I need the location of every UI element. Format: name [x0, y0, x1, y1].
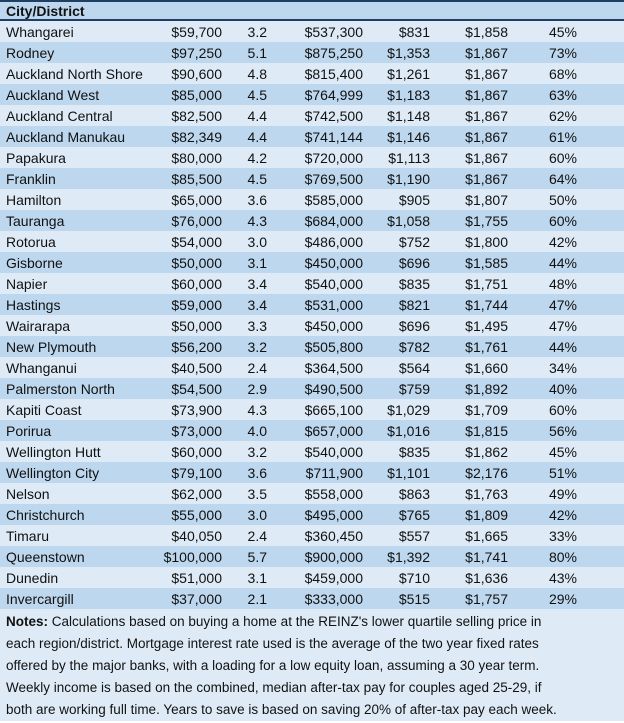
cell-deposit: $50,000 [171, 317, 222, 334]
cell-income: $1,807 [465, 191, 508, 208]
cell-years: 3.3 [247, 317, 267, 334]
cell-deposit: $73,000 [171, 422, 222, 439]
cell-years: 3.0 [247, 233, 267, 250]
cell-percent: 47% [548, 296, 577, 313]
cell-income: $1,741 [465, 548, 508, 565]
cell-deposit: $56,200 [171, 338, 222, 355]
cell-percent: 42% [548, 506, 577, 523]
cell-payment: $515 [398, 590, 430, 607]
cell-price: $537,300 [304, 23, 363, 40]
cell-price: $505,800 [304, 338, 363, 355]
table-row [0, 294, 624, 315]
cell-percent: 60% [548, 401, 577, 418]
cell-city: Papakura [6, 149, 66, 166]
cell-income: $1,495 [465, 317, 508, 334]
cell-city: Tauranga [6, 212, 65, 229]
cell-years: 3.6 [247, 464, 267, 481]
cell-percent: 33% [548, 527, 577, 544]
cell-deposit: $97,250 [171, 44, 222, 61]
cell-percent: 44% [548, 338, 577, 355]
cell-payment: $1,113 [388, 149, 430, 166]
header-city-district: City/District [6, 2, 85, 19]
cell-income: $1,636 [465, 569, 508, 586]
cell-city: Hastings [6, 296, 61, 313]
cell-deposit: $51,000 [171, 569, 222, 586]
cell-income: $1,815 [465, 422, 508, 439]
cell-percent: 43% [548, 569, 577, 586]
cell-years: 3.4 [247, 275, 267, 292]
cell-income: $2,176 [465, 464, 508, 481]
cell-deposit: $90,600 [171, 65, 222, 82]
table-row [0, 84, 624, 105]
cell-percent: 73% [548, 44, 577, 61]
cell-city: Rotorua [6, 233, 56, 250]
cell-years: 4.2 [247, 149, 267, 166]
cell-payment: $831 [398, 23, 430, 40]
cell-payment: $765 [398, 506, 430, 523]
cell-income: $1,867 [465, 107, 508, 124]
table-row [0, 441, 624, 462]
table-row [0, 42, 624, 63]
cell-years: 2.4 [247, 527, 267, 544]
cell-income: $1,867 [465, 170, 508, 187]
cell-price: $585,000 [304, 191, 363, 208]
cell-years: 5.7 [247, 548, 267, 565]
cell-price: $450,000 [304, 254, 363, 271]
table-row [0, 315, 624, 336]
cell-percent: 62% [548, 107, 577, 124]
cell-deposit: $37,000 [171, 590, 222, 607]
notes-section [0, 609, 624, 721]
cell-city: Invercargill [6, 590, 74, 607]
table-row [0, 399, 624, 420]
cell-income: $1,867 [465, 128, 508, 145]
cell-years: 4.4 [247, 128, 267, 145]
cell-years: 3.2 [247, 23, 267, 40]
cell-price: $540,000 [304, 443, 363, 460]
cell-price: $490,500 [304, 380, 363, 397]
cell-percent: 47% [548, 317, 577, 334]
cell-city: Christchurch [6, 506, 85, 523]
cell-price: $531,000 [304, 296, 363, 313]
notes-text: Calculations based on buying a home at the REINZ's lower quartile selling price in [51, 614, 542, 629]
cell-city: Napier [6, 275, 48, 292]
cell-price: $360,450 [304, 527, 363, 544]
cell-payment: $1,029 [387, 401, 430, 418]
table-row [0, 504, 624, 525]
cell-percent: 60% [548, 212, 577, 229]
cell-city: Whangarei [6, 23, 74, 40]
cell-deposit: $85,000 [171, 86, 222, 103]
cell-percent: 56% [548, 422, 577, 439]
table-row [0, 273, 624, 294]
cell-years: 4.4 [247, 107, 267, 124]
cell-payment: $1,353 [387, 44, 430, 61]
table-row [0, 483, 624, 504]
notes-line: offered by the major banks, with a loading for a low equity loan, assuming a 30 year term. [6, 658, 540, 673]
notes-line: each region/district. Mortgage interest rate used is the average of the two year fixed rates [6, 636, 539, 651]
cell-city: Dunedin [6, 569, 59, 586]
cell-percent: 45% [548, 23, 577, 40]
table-row [0, 378, 624, 399]
cell-deposit: $40,500 [171, 359, 222, 376]
cell-city: Rodney [6, 44, 55, 61]
cell-city: Hamilton [6, 191, 62, 208]
cell-city: Auckland West [6, 86, 100, 103]
cell-years: 3.1 [247, 254, 267, 271]
cell-income: $1,763 [465, 485, 508, 502]
cell-city: Wairarapa [6, 317, 71, 334]
cell-income: $1,858 [465, 23, 508, 40]
cell-payment: $696 [398, 254, 430, 271]
table-row [0, 588, 624, 609]
cell-city: Wellington City [6, 464, 100, 481]
table-row [0, 210, 624, 231]
cell-years: 4.5 [247, 170, 267, 187]
cell-percent: 63% [548, 86, 577, 103]
cell-deposit: $60,000 [171, 275, 222, 292]
cell-city: Porirua [6, 422, 52, 439]
cell-price: $720,000 [304, 149, 363, 166]
cell-years: 5.1 [247, 44, 267, 61]
cell-payment: $1,392 [387, 548, 430, 565]
cell-city: New Plymouth [6, 338, 97, 355]
cell-price: $495,000 [304, 506, 363, 523]
cell-price: $741,144 [304, 128, 363, 145]
cell-income: $1,660 [465, 359, 508, 376]
cell-income: $1,862 [465, 443, 508, 460]
cell-percent: 44% [548, 254, 577, 271]
cell-payment: $1,101 [387, 464, 430, 481]
cell-percent: 29% [548, 590, 577, 607]
cell-price: $486,000 [304, 233, 363, 250]
cell-payment: $782 [398, 338, 430, 355]
cell-payment: $835 [398, 275, 430, 292]
cell-years: 3.4 [247, 296, 267, 313]
cell-payment: $1,058 [387, 212, 430, 229]
table-row [0, 126, 624, 147]
cell-percent: 42% [548, 233, 577, 250]
cell-years: 4.0 [247, 422, 267, 439]
table-row [0, 420, 624, 441]
cell-income: $1,755 [465, 212, 508, 229]
cell-percent: 34% [548, 359, 577, 376]
cell-deposit: $54,000 [171, 233, 222, 250]
cell-deposit: $54,500 [171, 380, 222, 397]
cell-deposit: $59,000 [171, 296, 222, 313]
cell-percent: 49% [548, 485, 577, 502]
table-row [0, 462, 624, 483]
table-row [0, 189, 624, 210]
cell-percent: 64% [548, 170, 577, 187]
cell-payment: $1,016 [387, 422, 430, 439]
cell-income: $1,800 [465, 233, 508, 250]
cell-years: 4.5 [247, 86, 267, 103]
cell-payment: $1,148 [387, 107, 430, 124]
table-row [0, 21, 624, 42]
cell-income: $1,751 [465, 275, 508, 292]
cell-deposit: $55,000 [171, 506, 222, 523]
cell-percent: 60% [548, 149, 577, 166]
cell-income: $1,761 [465, 338, 508, 355]
cell-income: $1,709 [465, 401, 508, 418]
cell-income: $1,757 [465, 590, 508, 607]
table-body [0, 21, 624, 609]
table-row [0, 63, 624, 84]
cell-percent: 40% [548, 380, 577, 397]
cell-income: $1,744 [465, 296, 508, 313]
cell-income: $1,867 [465, 86, 508, 103]
cell-price: $665,100 [304, 401, 363, 418]
cell-city: Franklin [6, 170, 56, 187]
cell-price: $540,000 [304, 275, 363, 292]
cell-payment: $564 [398, 359, 430, 376]
cell-price: $815,400 [304, 65, 363, 82]
notes-line: both are working full time. Years to save is based on saving 20% of after-tax pay each week. [6, 702, 557, 717]
cell-deposit: $73,900 [171, 401, 222, 418]
cell-price: $450,000 [304, 317, 363, 334]
cell-percent: 61% [548, 128, 577, 145]
cell-payment: $905 [398, 191, 430, 208]
cell-price: $769,500 [304, 170, 363, 187]
cell-city: Palmerston North [6, 380, 115, 397]
cell-city: Nelson [6, 485, 50, 502]
cell-income: $1,867 [465, 65, 508, 82]
cell-income: $1,867 [465, 149, 508, 166]
table-row [0, 357, 624, 378]
cell-years: 4.3 [247, 401, 267, 418]
cell-percent: 51% [548, 464, 577, 481]
cell-percent: 45% [548, 443, 577, 460]
cell-income: $1,809 [465, 506, 508, 523]
cell-income: $1,867 [465, 44, 508, 61]
cell-years: 3.2 [247, 338, 267, 355]
cell-payment: $863 [398, 485, 430, 502]
table-row [0, 231, 624, 252]
cell-payment: $835 [398, 443, 430, 460]
cell-years: 3.6 [247, 191, 267, 208]
cell-percent: 50% [548, 191, 577, 208]
cell-deposit: $79,100 [171, 464, 222, 481]
cell-price: $558,000 [304, 485, 363, 502]
cell-deposit: $62,000 [171, 485, 222, 502]
cell-years: 3.5 [247, 485, 267, 502]
cell-city: Kapiti Coast [6, 401, 82, 418]
cell-price: $657,000 [304, 422, 363, 439]
cell-years: 4.8 [247, 65, 267, 82]
cell-deposit: $82,349 [171, 128, 222, 145]
cell-price: $364,500 [304, 359, 363, 376]
cell-deposit: $59,700 [171, 23, 222, 40]
cell-income: $1,665 [465, 527, 508, 544]
cell-payment: $759 [398, 380, 430, 397]
cell-payment: $1,190 [387, 170, 430, 187]
cell-city: Auckland Central [6, 107, 113, 124]
table-row [0, 567, 624, 588]
cell-payment: $821 [398, 296, 430, 313]
cell-deposit: $85,500 [171, 170, 222, 187]
cell-price: $900,000 [304, 548, 363, 565]
cell-years: 2.4 [247, 359, 267, 376]
cell-payment: $1,183 [387, 86, 430, 103]
cell-percent: 80% [548, 548, 577, 565]
cell-years: 3.1 [247, 569, 267, 586]
table-row [0, 525, 624, 546]
cell-city: Auckland North Shore [6, 65, 143, 82]
cell-deposit: $82,500 [171, 107, 222, 124]
cell-payment: $696 [398, 317, 430, 334]
cell-years: 3.2 [247, 443, 267, 460]
table-row [0, 147, 624, 168]
notes-line [6, 611, 619, 633]
table-row [0, 168, 624, 189]
cell-years: 3.0 [247, 506, 267, 523]
cell-price: $742,500 [304, 107, 363, 124]
cell-payment: $557 [398, 527, 430, 544]
cell-income: $1,892 [465, 380, 508, 397]
cell-years: 2.9 [247, 380, 267, 397]
notes-label: Notes: [6, 614, 49, 629]
cell-deposit: $60,000 [171, 443, 222, 460]
cell-deposit: $100,000 [163, 548, 222, 565]
cell-price: $333,000 [304, 590, 363, 607]
cell-deposit: $80,000 [171, 149, 222, 166]
cell-payment: $1,261 [387, 65, 430, 82]
cell-payment: $752 [398, 233, 430, 250]
table-header-row [0, 0, 624, 21]
cell-city: Wellington Hutt [6, 443, 101, 460]
table-row [0, 252, 624, 273]
cell-deposit: $40,050 [171, 527, 222, 544]
cell-deposit: $65,000 [171, 191, 222, 208]
cell-city: Gisborne [6, 254, 63, 271]
cell-deposit: $50,000 [171, 254, 222, 271]
cell-price: $875,250 [304, 44, 363, 61]
cell-payment: $1,146 [387, 128, 430, 145]
cell-price: $459,000 [304, 569, 363, 586]
cell-price: $684,000 [304, 212, 363, 229]
notes-line: Weekly income is based on the combined, median after-tax pay for couples aged 25-29, if [6, 680, 542, 695]
cell-price: $711,900 [305, 464, 363, 481]
cell-city: Timaru [6, 527, 50, 544]
cell-percent: 48% [548, 275, 577, 292]
cell-deposit: $76,000 [171, 212, 222, 229]
cell-city: Whanganui [6, 359, 77, 376]
table-row [0, 546, 624, 567]
cell-years: 2.1 [247, 590, 267, 607]
cell-years: 4.3 [247, 212, 267, 229]
table-row [0, 105, 624, 126]
cell-price: $764,999 [304, 86, 363, 103]
cell-city: Queenstown [6, 548, 85, 565]
cell-city: Auckland Manukau [6, 128, 126, 145]
cell-income: $1,585 [465, 254, 508, 271]
cell-payment: $710 [398, 569, 430, 586]
cell-percent: 68% [548, 65, 577, 82]
table-row [0, 336, 624, 357]
